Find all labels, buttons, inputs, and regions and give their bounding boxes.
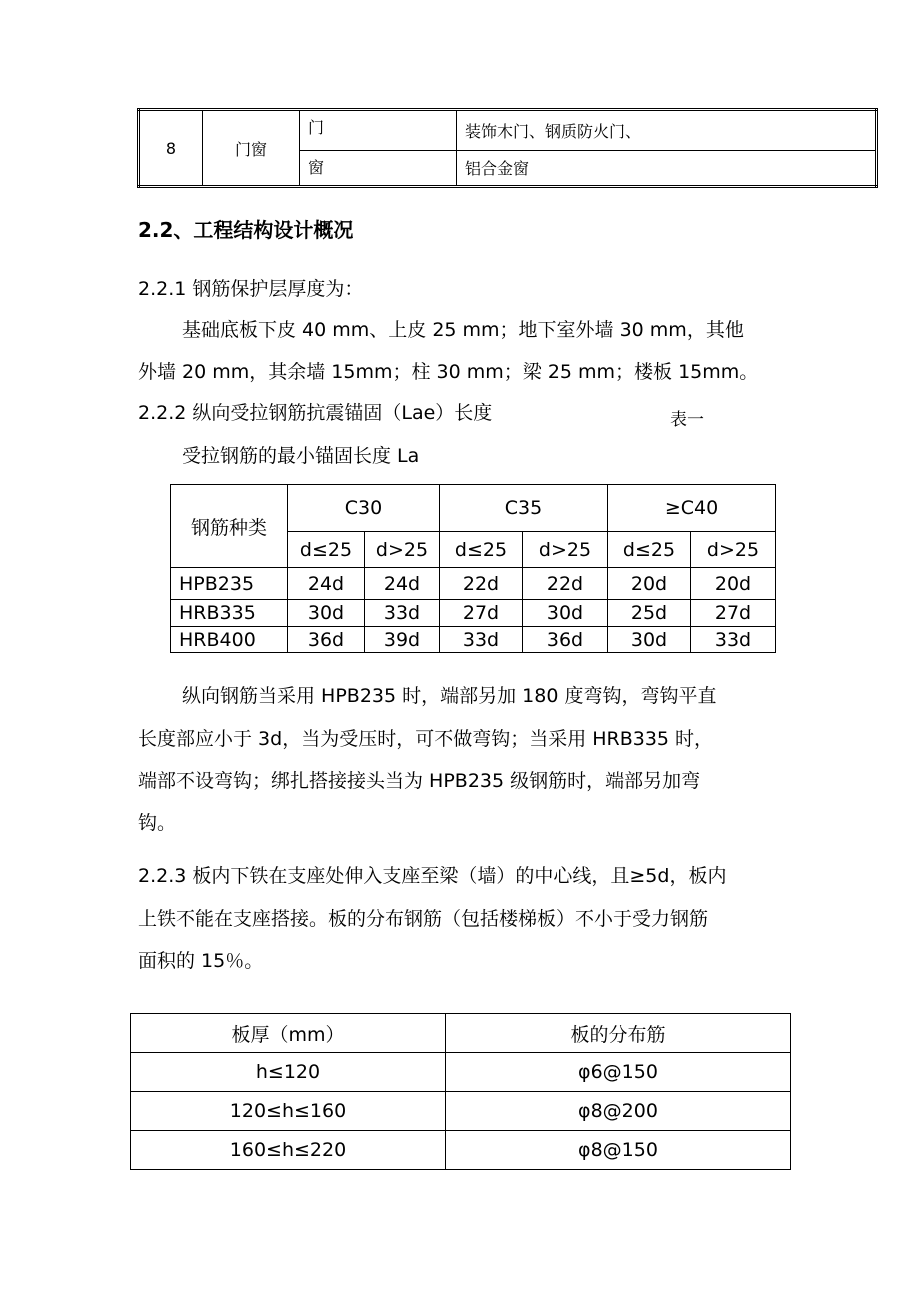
table-cell: 120≤h≤160 <box>131 1092 446 1131</box>
header-diameter: d>25 <box>691 532 776 568</box>
table-cell: 24d <box>288 568 365 600</box>
table-row <box>171 600 776 627</box>
s221-line1: 基础底板下皮 40 mm、上皮 25 mm；地下室外墙 30 mm，其他 <box>182 319 744 341</box>
table-cell: 30d <box>288 600 365 627</box>
table-cell: 33d <box>440 627 523 653</box>
table-cell: 20d <box>608 568 691 600</box>
item-desc: 铝合金窗 <box>457 150 877 186</box>
table-cell: 30d <box>608 627 691 653</box>
s222-subtitle: 受拉钢筋的最小锚固长度 La <box>182 445 420 467</box>
s223-line: 上铁不能在支座搭接。板的分布钢筋（包括楼梯板）不小于受力钢筋 <box>138 908 709 930</box>
header-distribution-bar: 板的分布筋 <box>446 1014 791 1053</box>
para-line: 钩。 <box>138 812 177 834</box>
table-row <box>131 1053 791 1092</box>
header-grade: C30 <box>288 485 440 532</box>
table-header-row <box>131 1014 791 1053</box>
rebar-type: HPB235 <box>171 568 288 600</box>
table-label: 表一 <box>670 410 704 430</box>
table-cell: 36d <box>288 627 365 653</box>
rebar-type: HRB400 <box>171 627 288 653</box>
table-cell: 25d <box>608 600 691 627</box>
rebar-type: HRB335 <box>171 600 288 627</box>
table-cell: 20d <box>691 568 776 600</box>
item-desc: 装饰木门、钢质防火门、 <box>457 110 877 151</box>
para-line: 端部不设弯钩；绑扎搭接接头当为 HPB235 级钢筋时，端部另加弯 <box>138 770 701 792</box>
table-cell: 22d <box>523 568 608 600</box>
header-diameter: d>25 <box>365 532 440 568</box>
table-cell: 27d <box>440 600 523 627</box>
s223-line: 2.2.3 板内下铁在支座处伸入支座至梁（墙）的中心线，且≥5d，板内 <box>138 865 727 887</box>
table-cell: 36d <box>523 627 608 653</box>
header-slab-thickness: 板厚（mm） <box>131 1014 446 1053</box>
header-diameter: d>25 <box>523 532 608 568</box>
table-cell: 160≤h≤220 <box>131 1131 446 1170</box>
table-row <box>171 568 776 600</box>
section-heading: 2.2、工程结构设计概况 <box>138 218 354 242</box>
header-diameter: d≤25 <box>608 532 691 568</box>
table-cell: 33d <box>365 600 440 627</box>
doors-windows-table <box>137 108 878 188</box>
slab-distribution-table <box>130 1013 791 1170</box>
header-diameter: d≤25 <box>440 532 523 568</box>
table-cell: 39d <box>365 627 440 653</box>
item-name: 窗 <box>300 150 457 186</box>
table-cell: 30d <box>523 600 608 627</box>
item-name: 门 <box>300 110 457 151</box>
table-row <box>171 627 776 653</box>
row-number: 8 <box>139 110 203 187</box>
row-category: 门窗 <box>203 110 300 187</box>
para-line: 纵向钢筋当采用 HPB235 时，端部另加 180 度弯钩，弯钩平直 <box>182 685 717 707</box>
table-cell: 24d <box>365 568 440 600</box>
table-cell: 22d <box>440 568 523 600</box>
s221-title: 2.2.1 钢筋保护层厚度为： <box>138 278 364 300</box>
header-rebar-type: 钢筋种类 <box>171 485 288 568</box>
para-line: 长度部应小于 3d，当为受压时，可不做弯钩；当采用 HRB335 时， <box>138 728 714 750</box>
table-row <box>131 1131 791 1170</box>
table-cell: 27d <box>691 600 776 627</box>
header-grade: C35 <box>440 485 608 532</box>
s222-title: 2.2.2 纵向受拉钢筋抗震锚固（Lae）长度 <box>138 402 493 424</box>
table-cell: 33d <box>691 627 776 653</box>
header-diameter: d≤25 <box>288 532 365 568</box>
anchorage-length-table <box>170 484 776 653</box>
s223-line: 面积的 15％。 <box>138 950 264 972</box>
table-row <box>131 1092 791 1131</box>
table-cell: φ6@150 <box>446 1053 791 1092</box>
table-cell: h≤120 <box>131 1053 446 1092</box>
s221-line2: 外墙 20 mm，其余墙 15mm；柱 30 mm；梁 25 mm；楼板 15mm。 <box>138 361 759 383</box>
table-cell: φ8@150 <box>446 1131 791 1170</box>
table-cell: φ8@200 <box>446 1092 791 1131</box>
header-grade: ≥C40 <box>608 485 776 532</box>
